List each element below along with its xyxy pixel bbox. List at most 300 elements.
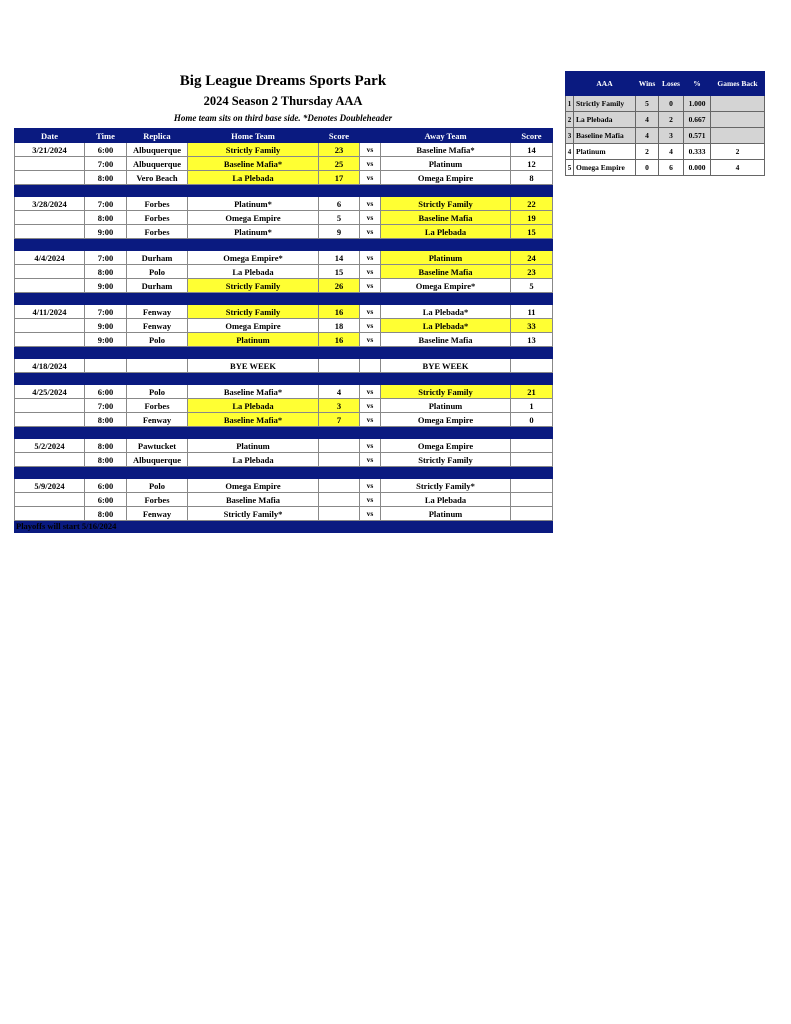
home-score [319,439,360,453]
away-score: 23 [511,265,553,279]
separator-cell [188,427,319,439]
vs-label [360,359,381,373]
standings-pct: 0.571 [684,128,711,144]
home-team-note: Home team sits on third base side. *Denotes Doubleheader [173,113,393,123]
separator-cell [360,373,381,385]
standings-pct: 0.667 [684,112,711,128]
separator-cell [15,467,85,479]
separator-cell [85,427,127,439]
standings-games-back [711,128,765,144]
table-row [15,359,553,373]
home-score: 9 [319,225,360,239]
home-team: Strictly Family [188,279,319,293]
week-separator [15,347,553,359]
standings-rank: 3 [566,128,574,144]
table-row [15,479,553,493]
separator-cell [360,347,381,359]
separator-cell [85,347,127,359]
game-time: 7:00 [85,251,127,265]
away-team: Omega Empire [381,413,511,427]
separator-cell [85,467,127,479]
home-team: Platinum [188,333,319,347]
game-time: 8:00 [85,507,127,521]
game-field: Forbes [127,211,188,225]
vs-label: vs [360,333,381,347]
separator-cell [127,347,188,359]
away-team: La Plebada* [381,305,511,319]
table-row [15,493,553,507]
standings-pct: 0.333 [684,144,711,160]
home-score: 14 [319,251,360,265]
game-time: 8:00 [85,413,127,427]
standings-wins: 0 [636,160,659,176]
game-time: 9:00 [85,279,127,293]
game-date: 4/25/2024 [15,385,85,399]
standings-wins: 4 [636,128,659,144]
home-team: La Plebada [188,453,319,467]
season-subtitle: 2024 Season 2 Thursday AAA [203,94,363,108]
game-date: 5/2/2024 [15,439,85,453]
separator-cell [360,427,381,439]
game-date: 4/18/2024 [15,359,85,373]
separator-cell [127,293,188,305]
away-team: La Plebada* [381,319,511,333]
away-score: 13 [511,333,553,347]
away-score: 11 [511,305,553,319]
table-row [15,197,553,211]
week-separator [15,467,553,479]
standings-games-back [711,112,765,128]
separator-cell [360,521,381,533]
game-time: 8:00 [85,265,127,279]
vs-label: vs [360,413,381,427]
game-time: 6:00 [85,143,127,157]
week-separator [15,239,553,251]
separator-cell [511,293,553,305]
page-title: Big League Dreams Sports Park [179,73,387,89]
playoffs-note: Playoffs will start 5/16/2024 [16,521,117,531]
separator-cell [188,293,319,305]
separator-cell [381,521,511,533]
away-team: La Plebada [381,225,511,239]
schedule-table [14,128,553,533]
standings-losses: 6 [659,160,684,176]
game-time: 6:00 [85,493,127,507]
game-date [15,279,85,293]
separator-cell [319,373,360,385]
game-date: 4/4/2024 [15,251,85,265]
standings-gb-header: Games Back [711,72,765,96]
table-row [15,225,553,239]
vs-label: vs [360,211,381,225]
table-row [15,305,553,319]
table-row [15,439,553,453]
home-score: 18 [319,319,360,333]
separator-cell [381,427,511,439]
separator-cell [381,293,511,305]
game-field: Forbes [127,493,188,507]
standings-wins: 4 [636,112,659,128]
game-field: Fenway [127,305,188,319]
standings-losses: 3 [659,128,684,144]
separator-cell [360,293,381,305]
standings-wins-header: Wins [636,72,659,96]
game-date [15,319,85,333]
game-field: Pawtucket [127,439,188,453]
game-field: Fenway [127,507,188,521]
game-date: 5/9/2024 [15,479,85,493]
table-row [15,157,553,171]
away-score [511,359,553,373]
vs-label: vs [360,493,381,507]
separator-cell [127,467,188,479]
standings-rank: 5 [566,160,574,176]
home-team: Strictly Family [188,143,319,157]
game-date [15,507,85,521]
game-date [15,413,85,427]
away-team: La Plebada [381,493,511,507]
game-time: 8:00 [85,453,127,467]
home-team: Strictly Family* [188,507,319,521]
separator-cell [511,373,553,385]
vs-label: vs [360,265,381,279]
game-field: Forbes [127,197,188,211]
home-score: 16 [319,305,360,319]
separator-cell [319,521,360,533]
vs-label: vs [360,225,381,239]
game-time: 7:00 [85,305,127,319]
separator-cell [188,185,319,197]
game-field: Polo [127,265,188,279]
game-time: 9:00 [85,225,127,239]
standings-team: Baseline Mafia [574,128,636,144]
separator-cell [319,239,360,251]
away-score [511,507,553,521]
away-team: Omega Empire [381,439,511,453]
away-score: 8 [511,171,553,185]
separator-cell [319,347,360,359]
away-team: Baseline Mafia* [381,143,511,157]
home-score: 16 [319,333,360,347]
standings-wins: 2 [636,144,659,160]
table-row [15,319,553,333]
table-row [15,171,553,185]
week-separator [15,427,553,439]
col-date-header: Date [15,129,85,143]
game-time: 7:00 [85,197,127,211]
away-score [511,479,553,493]
away-score: 15 [511,225,553,239]
standings-games-back: 2 [711,144,765,160]
vs-label: vs [360,385,381,399]
standings-team: Platinum [574,144,636,160]
separator-cell [511,239,553,251]
vs-label: vs [360,143,381,157]
home-team: Omega Empire [188,319,319,333]
game-date [15,399,85,413]
separator-cell [188,239,319,251]
week-separator [15,185,553,197]
table-row [15,265,553,279]
separator-cell [188,347,319,359]
separator-cell [511,427,553,439]
separator-cell [360,185,381,197]
standings-losses: 2 [659,112,684,128]
home-team: La Plebada [188,399,319,413]
home-score [319,479,360,493]
vs-label: vs [360,305,381,319]
home-score: 23 [319,143,360,157]
home-score [319,359,360,373]
separator-cell [15,293,85,305]
table-row [15,211,553,225]
away-team: Platinum [381,399,511,413]
home-score [319,453,360,467]
col-away-team-header: Away Team [381,129,511,143]
standings-team: Omega Empire [574,160,636,176]
separator-cell [511,467,553,479]
home-score: 4 [319,385,360,399]
vs-label: vs [360,453,381,467]
vs-label: vs [360,439,381,453]
separator-cell [188,467,319,479]
home-score: 26 [319,279,360,293]
separator-cell [127,185,188,197]
away-score: 0 [511,413,553,427]
home-team: La Plebada [188,265,319,279]
vs-label: vs [360,479,381,493]
vs-label: vs [360,399,381,413]
separator-cell [381,347,511,359]
standings-losses: 0 [659,96,684,112]
game-field: Forbes [127,399,188,413]
separator-cell [127,239,188,251]
away-score [511,453,553,467]
home-score: 3 [319,399,360,413]
vs-label: vs [360,197,381,211]
away-team: Omega Empire [381,171,511,185]
standings-body [566,96,765,176]
separator-cell [85,239,127,251]
game-date: 4/11/2024 [15,305,85,319]
away-team: Strictly Family [381,385,511,399]
game-field: Polo [127,385,188,399]
col-home-team-header: Home Team [188,129,319,143]
game-time: 9:00 [85,333,127,347]
col-home-score-header: Score [319,129,360,143]
week-separator [15,373,553,385]
separator-cell [381,467,511,479]
separator-cell [127,373,188,385]
standings-team: La Plebada [574,112,636,128]
game-time: 8:00 [85,171,127,185]
game-time: 7:00 [85,157,127,171]
standings-table [565,71,765,176]
separator-cell [127,427,188,439]
standings-rank-header [566,72,574,96]
separator-cell [319,293,360,305]
home-team: Baseline Mafia* [188,157,319,171]
table-row [15,143,553,157]
separator-cell [511,347,553,359]
away-score: 22 [511,197,553,211]
game-field: Durham [127,279,188,293]
away-team: Baseline Mafia [381,333,511,347]
home-score [319,507,360,521]
away-score: 21 [511,385,553,399]
game-field: Albuquerque [127,143,188,157]
separator-cell [319,427,360,439]
table-row [15,413,553,427]
standings-row [566,112,765,128]
game-time: 7:00 [85,399,127,413]
game-field: Vero Beach [127,171,188,185]
home-team: Platinum* [188,225,319,239]
away-score: 14 [511,143,553,157]
vs-label: vs [360,171,381,185]
game-date [15,211,85,225]
game-time [85,359,127,373]
table-row [15,453,553,467]
standings-losses: 4 [659,144,684,160]
standings-header-row [566,72,765,96]
standings-games-back: 4 [711,160,765,176]
away-team: Strictly Family [381,453,511,467]
game-date [15,225,85,239]
col-vs-header [360,129,381,143]
game-date [15,171,85,185]
separator-cell [15,185,85,197]
game-field: Forbes [127,225,188,239]
separator-cell [360,239,381,251]
away-team: Strictly Family [381,197,511,211]
standings-games-back [711,96,765,112]
separator-cell [188,521,319,533]
standings-row [566,96,765,112]
game-date: 3/21/2024 [15,143,85,157]
game-field: Fenway [127,319,188,333]
standings-pct: 1.000 [684,96,711,112]
home-team: Platinum [188,439,319,453]
away-team: Omega Empire* [381,279,511,293]
away-team: Platinum [381,251,511,265]
home-score: 15 [319,265,360,279]
home-score [319,493,360,507]
home-team: Baseline Mafia* [188,385,319,399]
home-score: 25 [319,157,360,171]
separator-cell [381,373,511,385]
standings-losses-header: Loses [659,72,684,96]
standings-wins: 5 [636,96,659,112]
table-row [15,333,553,347]
home-team: Omega Empire [188,211,319,225]
vs-label: vs [360,319,381,333]
standings-row [566,160,765,176]
home-score: 7 [319,413,360,427]
standings-row [566,144,765,160]
away-score [511,439,553,453]
home-score: 5 [319,211,360,225]
standings-row [566,128,765,144]
table-row [15,279,553,293]
separator-cell [85,185,127,197]
away-score: 1 [511,399,553,413]
col-replica-header: Replica [127,129,188,143]
separator-cell [15,347,85,359]
home-team: Omega Empire [188,479,319,493]
separator-cell [319,467,360,479]
separator-cell [15,373,85,385]
home-team: Omega Empire* [188,251,319,265]
game-time: 6:00 [85,385,127,399]
away-score: 24 [511,251,553,265]
separator-cell [127,521,188,533]
home-team: BYE WEEK [188,359,319,373]
game-time: 8:00 [85,439,127,453]
game-field: Durham [127,251,188,265]
separator-cell [85,373,127,385]
standings-rank: 1 [566,96,574,112]
game-date: 3/28/2024 [15,197,85,211]
schedule-body [15,143,553,533]
separator-cell [15,427,85,439]
game-field: Albuquerque [127,453,188,467]
away-team: Strictly Family* [381,479,511,493]
standings-rank: 4 [566,144,574,160]
game-date [15,265,85,279]
standings-pct-header: % [684,72,711,96]
away-team: Platinum [381,157,511,171]
week-separator [15,293,553,305]
game-date [15,333,85,347]
separator-cell [319,185,360,197]
home-team: Strictly Family [188,305,319,319]
schedule-header-row [15,129,553,143]
table-row [15,507,553,521]
standings-pct: 0.000 [684,160,711,176]
game-time: 6:00 [85,479,127,493]
game-field: Albuquerque [127,157,188,171]
game-time: 9:00 [85,319,127,333]
standings-team-header: AAA [574,72,636,96]
vs-label: vs [360,507,381,521]
away-score: 19 [511,211,553,225]
col-away-score-header: Score [511,129,553,143]
game-date [15,157,85,171]
home-score: 6 [319,197,360,211]
table-row [15,251,553,265]
game-field: Polo [127,479,188,493]
vs-label: vs [360,157,381,171]
vs-label: vs [360,279,381,293]
separator-cell [381,185,511,197]
separator-cell [511,185,553,197]
away-score: 12 [511,157,553,171]
separator-cell [188,373,319,385]
separator-cell [15,239,85,251]
away-team: Baseline Mafia [381,265,511,279]
game-field: Fenway [127,413,188,427]
home-team: La Plebada [188,171,319,185]
away-score [511,493,553,507]
away-team: Platinum [381,507,511,521]
game-date [15,453,85,467]
away-score: 33 [511,319,553,333]
away-score: 5 [511,279,553,293]
game-time: 8:00 [85,211,127,225]
away-team: Baseline Mafia [381,211,511,225]
home-team: Baseline Mafia [188,493,319,507]
